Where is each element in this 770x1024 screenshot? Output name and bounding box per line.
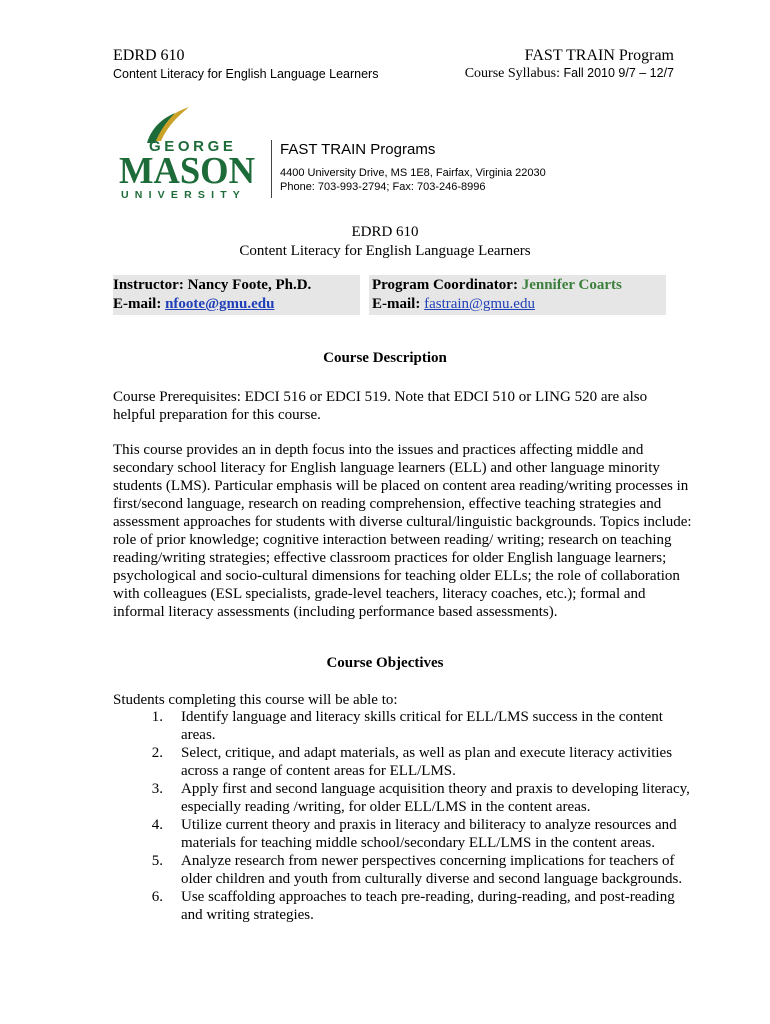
objective-text: Select, critique, and adapt materials, as well as plan and execute literacy activities across a range of content areas for ELL/LMS. [181, 745, 673, 779]
objective-item [113, 708, 693, 744]
objective-number: 2. [151, 745, 163, 761]
program-address: 4400 University Drive, MS 1E8, Fairfax, Virginia 22030 [280, 167, 546, 179]
syllabus-prefix: Course Syllabus: [464, 66, 560, 81]
objectives-list [113, 708, 693, 924]
coordinator-email-line [372, 296, 535, 313]
coordinator-label: Program Coordinator: [372, 277, 518, 293]
objective-text: Identify language and literacy skills critical for ELL/LMS success in the content areas. [181, 709, 663, 743]
objective-number: 4. [151, 817, 163, 833]
objective-text: Apply first and second language acquisition theory and praxis to developing literacy, especially reading /writing, for older ELL/LMS in the content areas. [181, 781, 690, 815]
objective-text: Analyze research from newer perspectives concerning implications for teachers of older children and youth from culturally diverse and second language backgrounds. [181, 853, 683, 887]
objective-number: 6. [151, 889, 163, 905]
course-description-body: This course provides an in depth focus into the issues and practices affecting middle and secondary school literacy for English language learners (ELL) and other language minority students (LMS). Particular emphasis will be placed on content area reading/writing processes in first/second language, research on reading comprehension, effective teaching strategies and assessment approaches for students with diverse cultural/linguistic backgrounds. Topics include: role of prior knowledge; cognitive interaction between reading/ writing; research on teaching reading/writing strategies; effective classroom practices for older English language learners; psychological and socio-cultural dimensions for teaching older ELLs; the role of collaboration with colleagues (ESL specialists, grade-level teachers, literacy coaches, etc.); formal and informal literacy assessments (including performance based assessments). [113, 442, 692, 620]
course-prerequisites: Course Prerequisites: EDCI 516 or EDCI 519. Note that EDCI 510 or LING 520 are also helpful preparation for this course. [113, 389, 648, 423]
objective-item [113, 780, 693, 816]
instructor-email-line [113, 296, 274, 313]
course-title: Content Literacy for English Language Learners [239, 243, 531, 259]
course-description-heading: Course Description [323, 350, 447, 366]
header-course-name: Content Literacy for English Language Learners [113, 67, 379, 81]
objective-item [113, 852, 693, 888]
coordinator-email-label: E-mail: [372, 296, 421, 312]
logo-divider [271, 140, 272, 198]
program-phone: Phone: 703-993-2794; Fax: 703-246-8996 [280, 181, 486, 193]
instructor-email-link[interactable]: nfoote@gmu.edu [165, 296, 275, 312]
objective-item [113, 816, 693, 852]
coordinator-line [372, 277, 622, 294]
syllabus-term: Fall 2010 9/7 – 12/7 [563, 66, 674, 80]
logo-university: UNIVERSITY [121, 189, 247, 201]
objective-number: 1. [151, 709, 163, 725]
course-code: EDRD 610 [351, 224, 419, 240]
objective-text: Utilize current theory and praxis in literacy and biliteracy to analyze resources and materials for teaching middle school/secondary ELL/LMS in the content areas. [181, 817, 677, 851]
objective-text: Use scaffolding approaches to teach pre-reading, during-reading, and post-reading and writing strategies. [181, 889, 675, 923]
header-program-title: FAST TRAIN Program [524, 47, 674, 64]
george-mason-logo [113, 103, 271, 201]
coordinator-email-link[interactable]: fastrain@gmu.edu [424, 296, 535, 312]
coordinator-name: Jennifer Coarts [521, 277, 622, 293]
objective-number: 3. [151, 781, 163, 797]
objectives-intro: Students completing this course will be able to: [113, 692, 398, 708]
program-contact [280, 166, 546, 194]
program-title: FAST TRAIN Programs [280, 141, 436, 158]
objective-number: 5. [151, 853, 163, 869]
logo-mason: MASON [119, 150, 255, 192]
header-course-code: EDRD 610 [113, 47, 185, 64]
header-syllabus-term [465, 66, 674, 82]
objective-item [113, 888, 693, 924]
instructor-name: Instructor: Nancy Foote, Ph.D. [113, 277, 312, 293]
logo-george: GEORGE [149, 138, 237, 155]
instructor-email-label: E-mail: [113, 296, 162, 312]
objective-item [113, 744, 693, 780]
course-objectives-heading: Course Objectives [326, 655, 444, 671]
